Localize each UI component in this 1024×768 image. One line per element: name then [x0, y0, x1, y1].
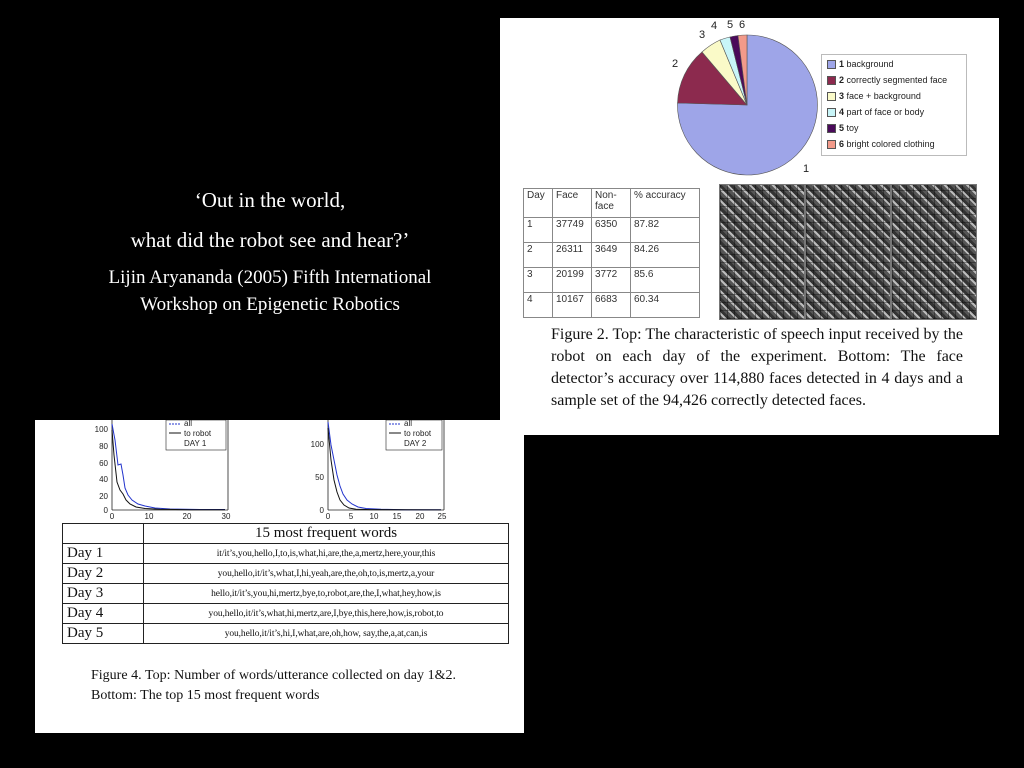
- table-row: 4 10167 6683 60.34: [524, 293, 700, 318]
- y-tick: 80: [99, 442, 108, 451]
- legend-item-face-background: 3 face + background: [827, 90, 921, 102]
- table-row: [63, 624, 509, 644]
- slide-citation: [60, 264, 480, 318]
- table-row: [63, 584, 509, 604]
- y-tick: 40: [99, 475, 108, 484]
- day-label: Day 2: [63, 564, 144, 584]
- header-cell: Day: [524, 189, 553, 218]
- figure-4-caption: Figure 4. Top: Number of words/utterance collected on day 1&2. Bottom: The top 15 most frequent words: [91, 668, 456, 703]
- legend-day: DAY 1: [184, 439, 207, 448]
- x-tick: 20: [182, 512, 192, 520]
- legend-to-robot: to robot: [404, 429, 432, 438]
- table-header-row: [524, 189, 700, 218]
- pie-legend: [821, 54, 967, 156]
- legend-swatch: [827, 108, 836, 117]
- slide-title-line1: ‘Out in the world,: [194, 188, 346, 212]
- legend-swatch: [827, 60, 836, 69]
- face-samples-grid-2: [805, 184, 891, 320]
- x-tick: 10: [144, 512, 154, 520]
- day-label: Day 3: [63, 584, 144, 604]
- pie-label-2: 2: [672, 58, 679, 70]
- y-tick: 100: [94, 425, 108, 434]
- table-row: [63, 564, 509, 584]
- x-tick: 30: [221, 512, 231, 520]
- citation-line1: Lijin Aryananda (2005) Fifth International: [108, 267, 432, 288]
- pie-label-1: 1: [803, 163, 810, 175]
- legend-item-background: 1 background: [827, 58, 894, 70]
- y-tick: 20: [99, 492, 108, 501]
- table-row: 1 37749 6350 87.82: [524, 218, 700, 243]
- legend-all: all: [404, 420, 413, 428]
- day-label: Day 1: [63, 544, 144, 564]
- words-per-utterance-plot-day1: [90, 420, 240, 520]
- face-accuracy-table: [523, 188, 700, 318]
- face-samples-grid-3: [891, 184, 977, 320]
- pie-label-4: 4: [711, 20, 718, 32]
- y-tick: 100: [310, 440, 324, 449]
- legend-swatch: [827, 92, 836, 101]
- x-tick: 15: [392, 512, 402, 520]
- legend-all: all: [184, 420, 193, 428]
- table-header: 15 most frequent words: [144, 524, 509, 544]
- legend-swatch: [827, 124, 836, 133]
- y-tick: 50: [315, 473, 324, 482]
- x-tick: 0: [109, 512, 115, 520]
- y-tick: 0: [103, 506, 108, 515]
- words-per-utterance-plot-day2: [306, 420, 456, 520]
- header-cell: Non-face: [592, 189, 631, 218]
- legend-day: DAY 2: [404, 439, 427, 448]
- day-label: Day 5: [63, 624, 144, 644]
- table-row: 2 26311 3649 84.26: [524, 243, 700, 268]
- x-tick: 5: [348, 512, 354, 520]
- face-samples-grid-1: [719, 184, 805, 320]
- word-list: you,hello,it/it’s,what,I,hi,yeah,are,the,oh,to,is,mertz,a,your: [144, 564, 509, 584]
- table-row: [63, 604, 509, 624]
- word-list: it/it’s,you,hello,I,to,is,what,hi,are,the,a,mertz,here,your,this: [144, 544, 509, 564]
- table-row: 3 20199 3772 85.6: [524, 268, 700, 293]
- legend-swatch: [827, 140, 836, 149]
- x-tick: 10: [369, 512, 379, 520]
- pie-label-3: 3: [699, 29, 706, 41]
- legend-item-bright-clothing: 6 bright colored clothing: [827, 138, 935, 150]
- y-tick: 0: [319, 506, 324, 515]
- figure-2-caption: Figure 2. Top: The characteristic of speech input received by the robot on each day of the experiment. Bottom: The face detector’s accuracy over 114,880 faces detected in 4 days and a sample set of the 94,426 correctly detected faces.: [551, 326, 963, 409]
- legend-item-segmented-face: 2 correctly segmented face: [827, 74, 947, 86]
- table-header-row: [63, 524, 509, 544]
- legend-swatch: [827, 76, 836, 85]
- frequent-words-table: [62, 523, 509, 644]
- day-label: Day 4: [63, 604, 144, 624]
- x-tick: 0: [325, 512, 331, 520]
- header-cell: % accuracy: [631, 189, 700, 218]
- table-row: [63, 544, 509, 564]
- header-cell: Face: [553, 189, 592, 218]
- word-list: you,hello,it/it’s,what,hi,mertz,are,I,bye,this,here,how,is,robot,to: [144, 604, 509, 624]
- word-list: hello,it/it’s,you,hi,mertz,bye,to,robot,are,the,I,what,hey,how,is: [144, 584, 509, 604]
- legend-item-toy: 5 toy: [827, 122, 859, 134]
- x-tick: 25: [437, 512, 447, 520]
- pie-chart: [660, 30, 820, 190]
- legend-to-robot: to robot: [184, 429, 212, 438]
- x-tick: 20: [415, 512, 425, 520]
- legend-item-part-of-face: 4 part of face or body: [827, 106, 924, 118]
- word-list: you,hello,it/it’s,hi,I,what,are,oh,how, say,the,a,at,can,is: [144, 624, 509, 644]
- slide-title-line2: what did the robot see and hear?’: [130, 228, 410, 252]
- citation-line2: Workshop on Epigenetic Robotics: [140, 294, 400, 315]
- pie-label-6: 6: [739, 19, 746, 31]
- pie-label-5: 5: [727, 19, 734, 31]
- y-tick: 60: [99, 459, 108, 468]
